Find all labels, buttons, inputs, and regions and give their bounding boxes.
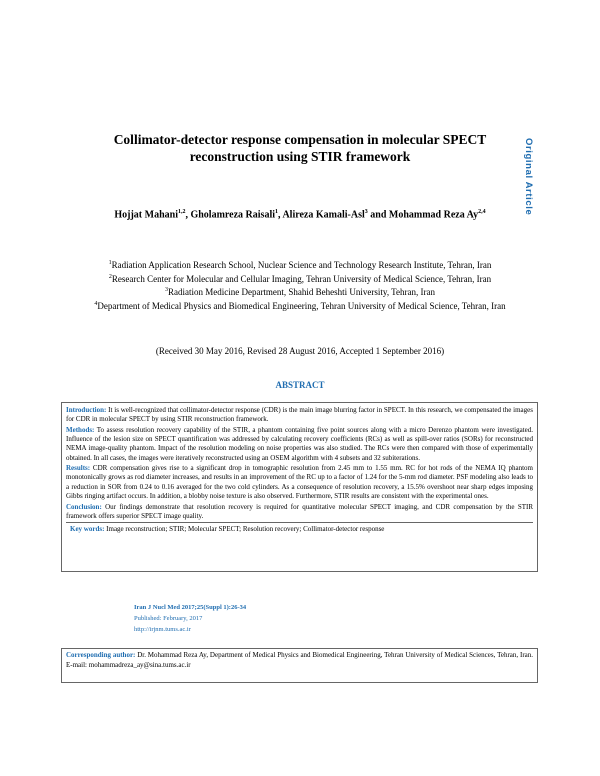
author-list: Hojjat Mahani$^{1,2}$, Gholamreza Raisali$^1$, Alireza Kamali-Asl$^3$ and Mohammad Reza Ay$^{2,4}$	[114, 209, 486, 221]
author-name: Gholamreza Raisali	[190, 209, 275, 221]
affiliation-list	[20, 258, 580, 312]
abstract-introduction: Introduction: It is well-recognized that collimator-detector response (CDR) is the main image blurring factor in SPECT. In this research, we compensated the images for CDR in molecular SPECT by using STIR reconstruction framework.	[66, 406, 533, 424]
journal-citation: Iran J Nucl Med 2017;25(Suppl 1):26-34	[134, 604, 247, 611]
author-affiliation-mark: 1	[275, 209, 278, 215]
corresponding-text: Dr. Mohammad Reza Ay, Department of Medical Physics and Biomedical Engineering, Tehran University of Medical Sciences, Tehran, Iran. E-mail: mohammadreza_ay@sina.tums.ac.ir	[66, 651, 534, 669]
published-date: Published: February, 2017	[134, 615, 203, 622]
corresponding-label: Corresponding author:	[66, 651, 136, 659]
author-affiliation-mark: 1,2	[177, 209, 186, 215]
journal-url[interactable]: http://irjnm.tums.ac.ir	[134, 626, 191, 633]
abstract-results: Results: CDR compensation gives rise to a significant drop in tomographic resolution from 2.45 mm to 1.55 mm. RC for hot rods of the NEMA IQ phantom monotonically grows as rod diameter increases, and results in an improvement of the RC up to a factor of 1.24 for the 5-mm rod diameter. PSF modeling also leads to a reduction in SOR from 0.24 to 0.16 averaged for the two cold cylinders. As a consequence of resolution recovery, a 15.5% overshoot near sharp edges imposing Gibbs ringing artifact occurs. In addition, a blobby noise texture is also observed. Furthermore, STIR results are consistent with the experimental ones.	[66, 464, 533, 500]
affiliation-line: $^3$Radiation Medicine Department, Shahid Beheshti University, Tehran, Iran	[164, 287, 436, 297]
corresponding-author-box	[61, 648, 538, 683]
author-affiliation-mark: 3	[364, 209, 368, 215]
author-affiliation-mark: 2,4	[478, 209, 486, 215]
received-dates: (Received 30 May 2016, Revised 28 August 2016, Accepted 1 September 2016)	[155, 346, 445, 356]
abstract-box	[61, 402, 538, 572]
article-type-label: Original Article	[523, 138, 534, 216]
citation-block	[134, 602, 246, 635]
paper-title: Collimator-detector response compensation in molecular SPECT reconstruction using STIR framework	[113, 132, 487, 164]
affiliation-line: $^1$Radiation Application Research School, Nuclear Science and Technology Research Institute, Tehran, Iran	[108, 260, 492, 270]
abstract-heading: ABSTRACT	[275, 380, 325, 390]
author-name: Mohammad Reza Ay	[388, 209, 479, 221]
author-name: Alireza Kamali-Asl	[282, 209, 365, 221]
affiliation-line: $^2$Research Center for Molecular and Cellular Imaging, Tehran University of Medical Science, Tehran, Iran	[108, 273, 492, 284]
abstract-conclusion: Conclusion: Our findings demonstrate that resolution recovery is required for quantitative molecular SPECT imaging, and CDR compensation by the STIR framework offers superior SPECT image quality.	[66, 502, 533, 520]
author-name: Hojjat Mahani	[114, 209, 178, 221]
abstract-methods: Methods: To assess resolution recovery capability of the STIR, a phantom containing five point sources along with a micro Derenzo phantom were investigated. Influence of the lesion size on SPECT quantification was addressed by calculating recovery coefficients (RCs) as well as spill-over ratios (SORs) for reconstructed NEMA image-quality phantom. Impact of the resolution modeling on noise properties was also studied. The RCs were then compared with those of experimentally obtained. In all cases, the images were iteratively reconstructed using an OSEM algorithm with 4 subsets and 32 subiterations.	[66, 425, 533, 462]
affiliation-line: $^4$Department of Medical Physics and Biomedical Engineering, Tehran University of Medical Science, Tehran, Iran	[94, 300, 506, 311]
abstract-keywords: Key words: Image reconstruction; STIR; Molecular SPECT; Resolution recovery; Collimator-detector response	[66, 522, 533, 534]
